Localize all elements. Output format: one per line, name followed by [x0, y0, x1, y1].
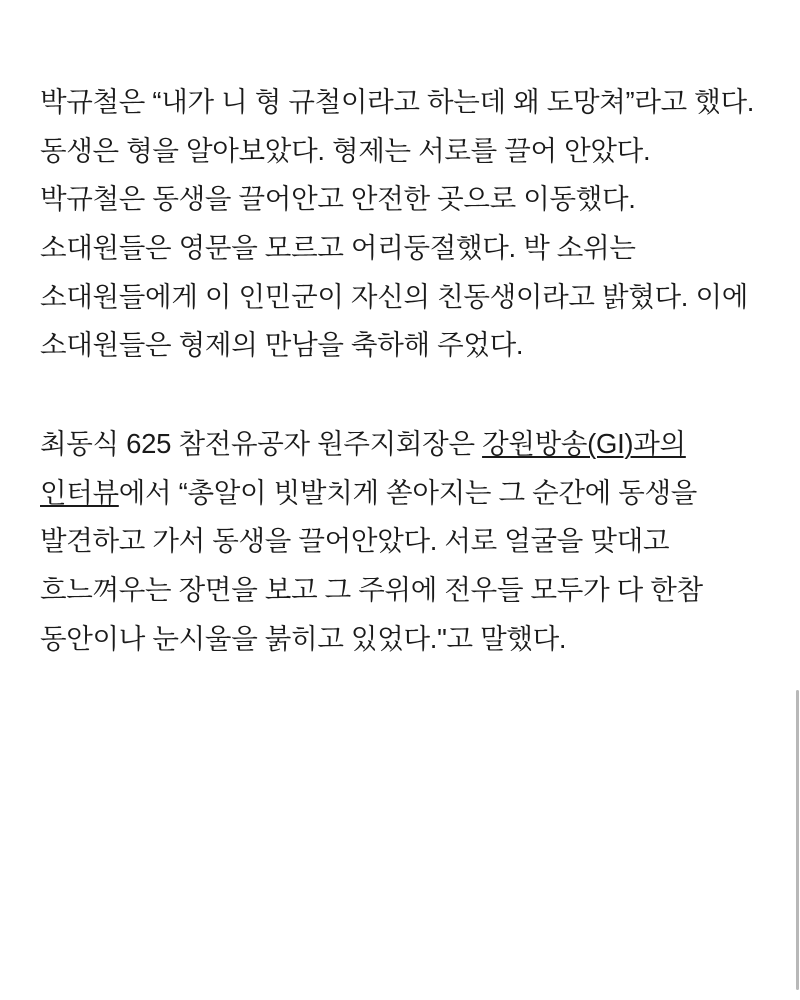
paragraph-1 — [40, 78, 762, 370]
paragraph-2-text-tail: 에서 “총알이 빗발치게 쏟아지는 그 순간에 동생을 발견하고 가서 동생을 끌어안았다. 서로 얼굴을 맞대고 흐느껴우는 장면을 보고 그 주위에 전우들 모두가 다 한참 동안이나 눈시울을 붉히고 있었다."고 말했다. — [40, 476, 703, 654]
paragraph-2 — [40, 420, 762, 663]
paragraph-1-text: 박규철은 “내가 니 형 규철이라고 하는데 왜 도망쳐”라고 했다. 동생은 형을 알아보았다. 형제는 서로를 끌어 안았다. 박규철은 동생을 끌어안고 안전한 곳으로 이동했다. 소대원들은 영문을 모르고 어리둥절했다. 박 소위는 소대원들에게 이 인민군이 자신의 친동생이라고 밝혔다. 이에 소대원들은 형제의 만남을 축하해 주었다. — [40, 86, 755, 361]
article-body — [40, 78, 762, 663]
interview-source-link[interactable]: 강원방송(GI)과의 인터뷰 — [40, 428, 686, 508]
vertical-scrollbar[interactable] — [795, 0, 800, 1000]
scrollbar-thumb[interactable] — [796, 690, 799, 990]
paragraph-2-text-lead: 최동식 625 참전유공자 원주지회장은 — [40, 428, 483, 460]
